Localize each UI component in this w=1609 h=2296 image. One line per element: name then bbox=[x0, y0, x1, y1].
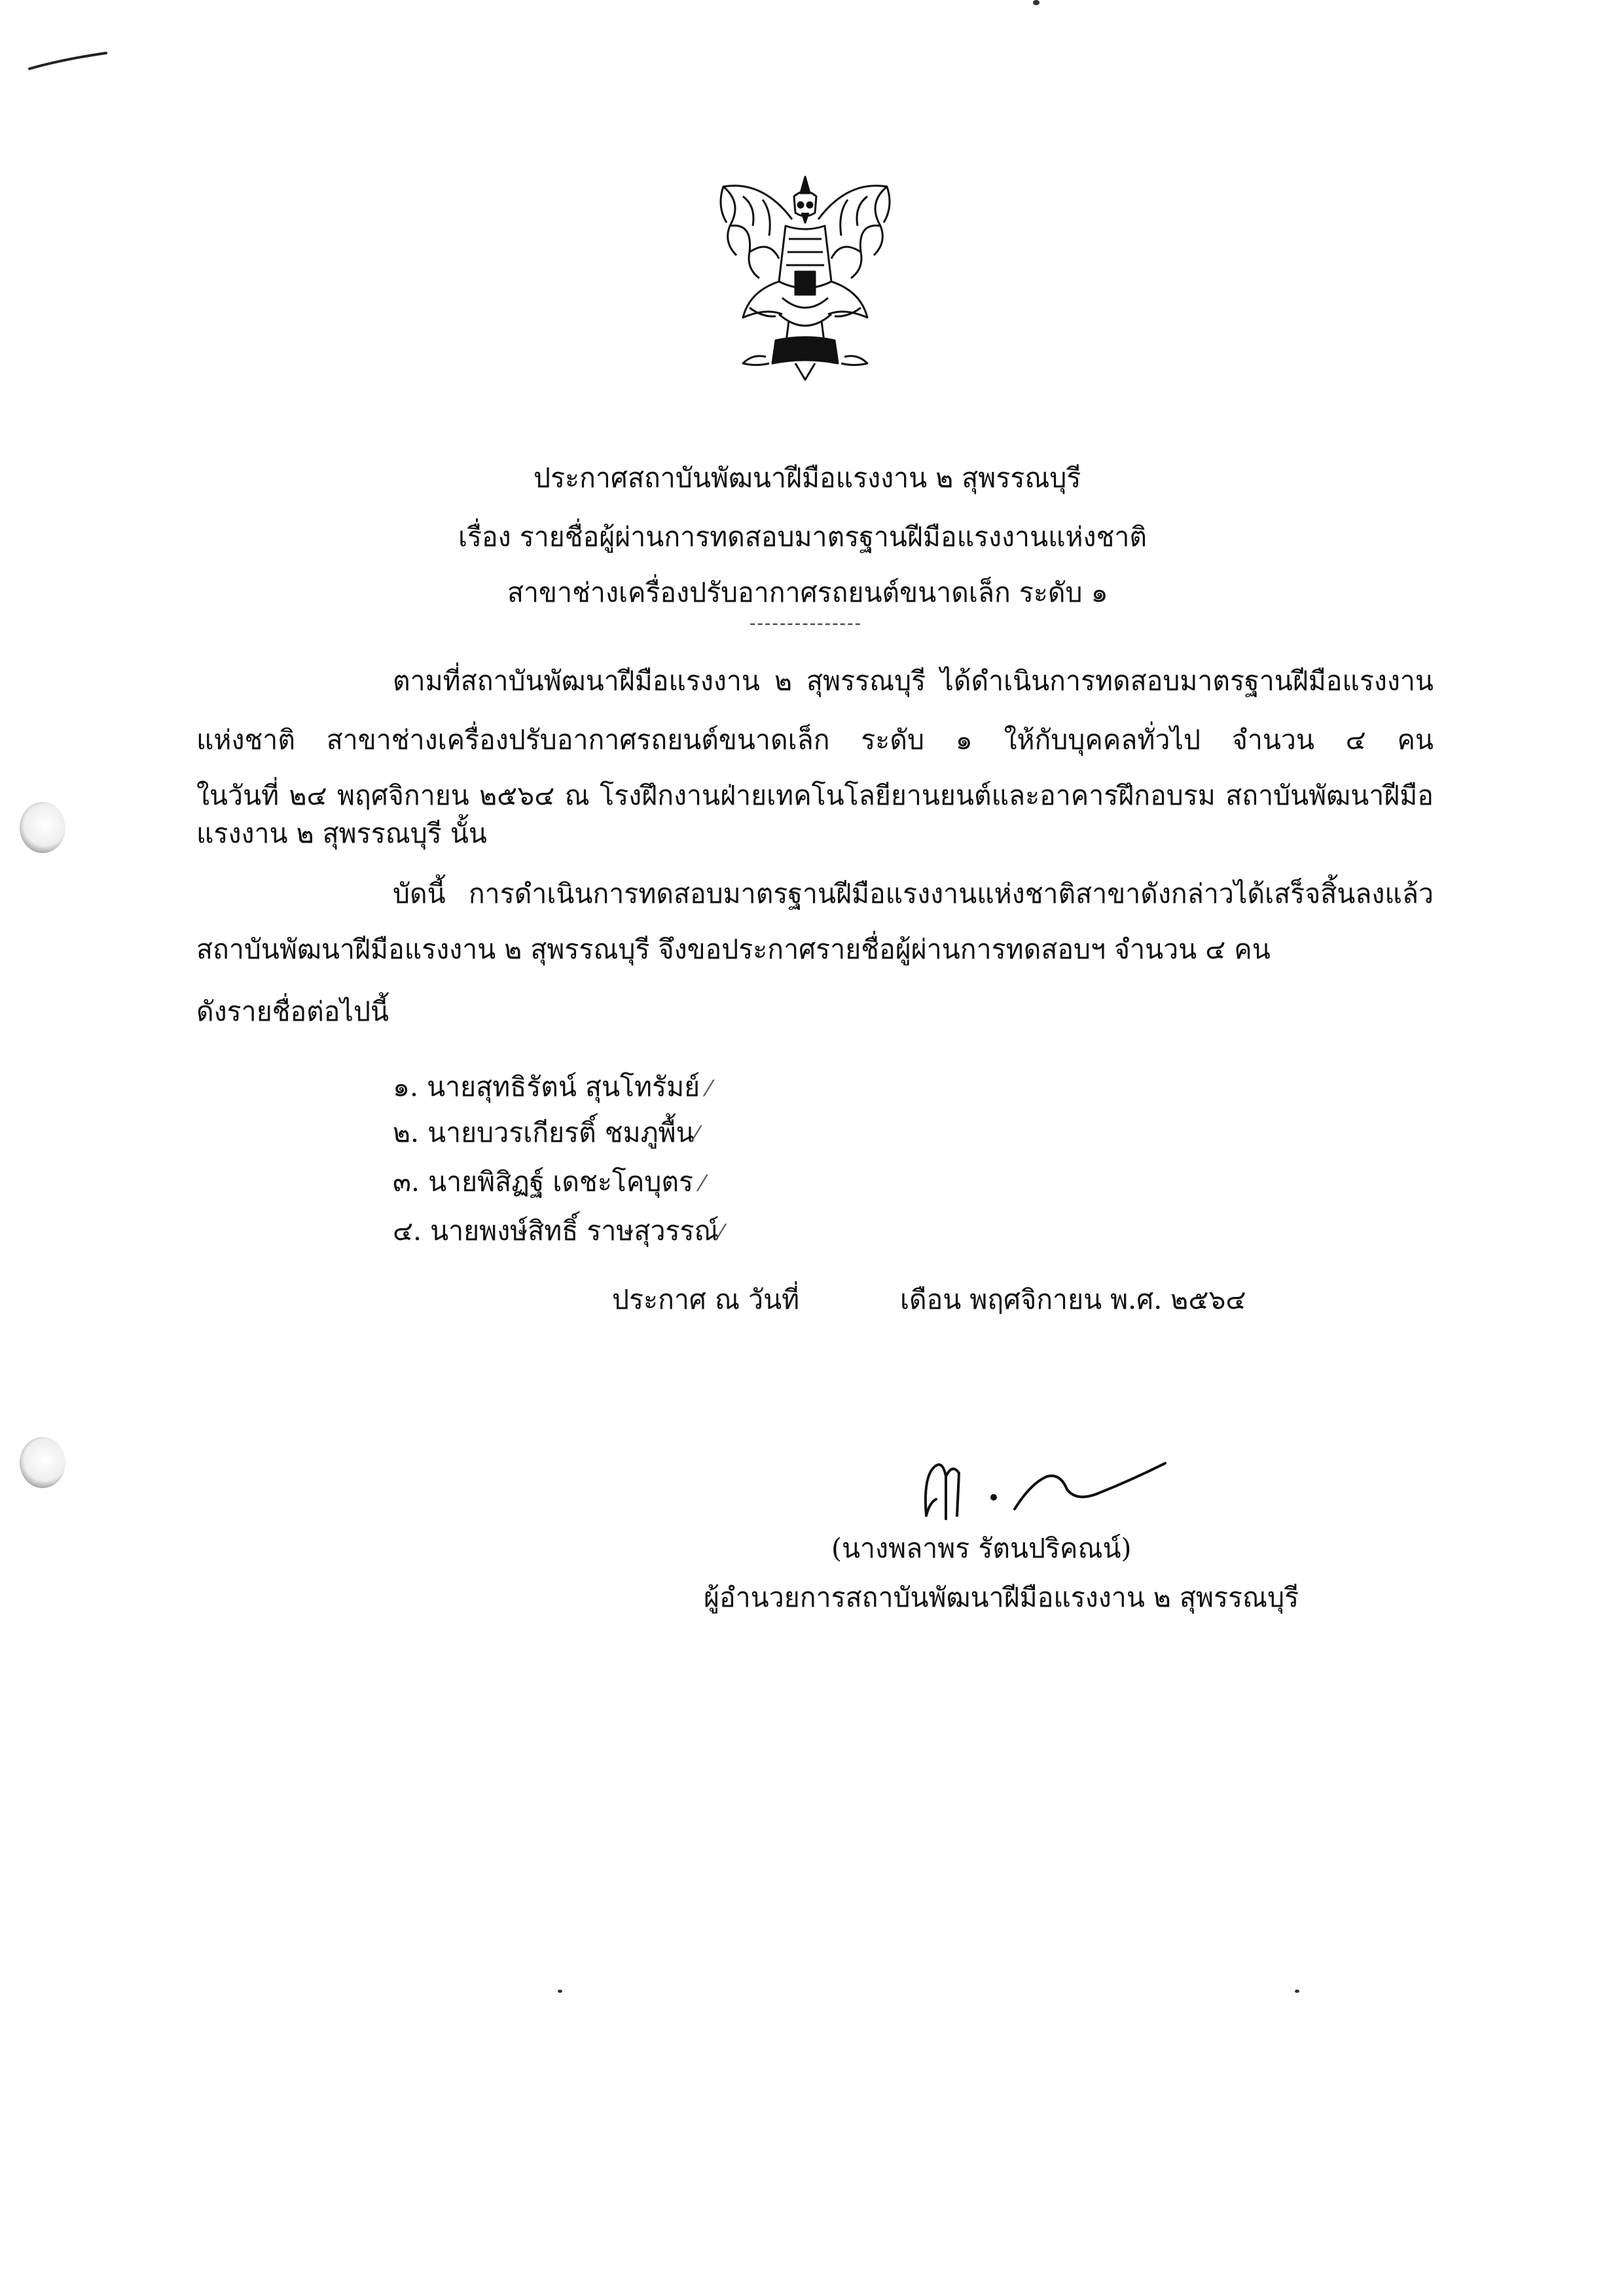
word: ได้ดำเนินการทดสอบมาตรฐานฝีมือแรงงาน bbox=[940, 665, 1434, 697]
word: สาขาช่างเครื่องปรับอากาศรถยนต์ขนาดเล็ก bbox=[326, 724, 830, 756]
word: ให้กับบุคคลทั่วไป bbox=[1003, 724, 1201, 756]
announcement-subject: เรื่อง รายชื่อผู้ผ่านการทดสอบมาตรฐานฝีมือแรงงานแห่งชาติ bbox=[458, 521, 1148, 553]
list-item: ๓. นายพิสิฏฐ์ เดชะโคบุตร ⁄ bbox=[393, 1166, 704, 1197]
word: สุพรรณบุรี bbox=[806, 665, 926, 697]
word: ตามที่สถาบันพัฒนาฝีมือแรงงาน bbox=[393, 665, 760, 697]
scan-speck bbox=[1295, 1990, 1299, 1993]
word: พฤศจิกายน bbox=[336, 780, 469, 811]
paragraph-2-line-1 bbox=[393, 878, 1434, 909]
word: แห่งชาติ bbox=[196, 724, 295, 756]
pen-mark bbox=[26, 49, 111, 75]
announcement-date-prefix: ประกาศ ณ วันที่ bbox=[612, 1284, 800, 1315]
paragraph-1-line-3 bbox=[196, 782, 1434, 809]
paragraph-2-line-3: ดังรายชื่อต่อไปนี้ bbox=[196, 996, 389, 1027]
list-item: ๔. นายพงษ์สิทธิ์ ราษสุวรรณ์⁄ bbox=[393, 1215, 723, 1247]
word: คน bbox=[1397, 724, 1434, 756]
word: ๒ bbox=[774, 665, 792, 697]
scan-speck bbox=[558, 1990, 562, 1993]
word: ๒๕๖๔ bbox=[479, 780, 555, 811]
word: ในวันที่ bbox=[196, 780, 280, 811]
punch-hole-bottom bbox=[20, 1437, 65, 1488]
announcement-date: เดือน พฤศจิกายน พ.ศ. ๒๕๖๔ bbox=[900, 1284, 1246, 1315]
paragraph-1-line-4: แรงงาน ๒ สุพรรณบุรี นั้น bbox=[196, 818, 487, 849]
word: การดำเนินการทดสอบมาตรฐานฝีมือแรงงานแห่งชาติสาขาดังกล่าวได้เสร็จสิ้นลงแล้ว bbox=[468, 878, 1434, 909]
announcement-branch: สาขาช่างเครื่องปรับอากาศรถยนต์ขนาดเล็ก ระดับ ๑ bbox=[507, 577, 1108, 608]
word: สถาบันพัฒนาฝีมือ bbox=[1225, 780, 1434, 811]
garuda-emblem bbox=[704, 167, 907, 383]
word: ๒๔ bbox=[289, 780, 327, 811]
word: ระดับ bbox=[861, 724, 924, 756]
word: โรงฝึกงานฝ่ายเทคโนโลยียานยนต์และอาคารฝึกอบรม bbox=[600, 780, 1216, 811]
word: จำนวน bbox=[1231, 724, 1314, 756]
word: ๑ bbox=[955, 724, 973, 756]
paragraph-2-line-2: สถาบันพัฒนาฝีมือแรงงาน ๒ สุพรรณบุรี จึงขอประกาศรายชื่อผู้ผ่านการทดสอบฯ จำนวน ๔ คน bbox=[196, 934, 1271, 965]
title-separator: --------------- bbox=[750, 612, 862, 634]
list-item: ๑. นายสุทธิรัตน์ สุนโทรัมย์ ⁄ bbox=[393, 1071, 711, 1102]
punch-hole-top bbox=[20, 802, 65, 853]
signatory-position: ผู้อำนวยการสถาบันพัฒนาฝีมือแรงงาน ๒ สุพรรณบุรี bbox=[704, 1582, 1299, 1613]
word: บัดนี้ bbox=[393, 878, 446, 909]
scan-speck bbox=[1033, 0, 1040, 5]
signatory-name: (นางพลาพร รัตนปริคณน์) bbox=[831, 1533, 1132, 1564]
paragraph-1-line-1 bbox=[393, 665, 1434, 697]
paragraph-1-line-2 bbox=[196, 724, 1434, 756]
word: ๔ bbox=[1345, 724, 1366, 756]
signature bbox=[916, 1450, 1172, 1529]
word: ณ bbox=[564, 780, 590, 811]
list-item: ๒. นายบวรเกียรติ์ ชมภูพื้น⁄ bbox=[393, 1117, 698, 1148]
announcement-title: ประกาศสถาบันพัฒนาฝีมือแรงงาน ๒ สุพรรณบุรี bbox=[533, 462, 1081, 494]
